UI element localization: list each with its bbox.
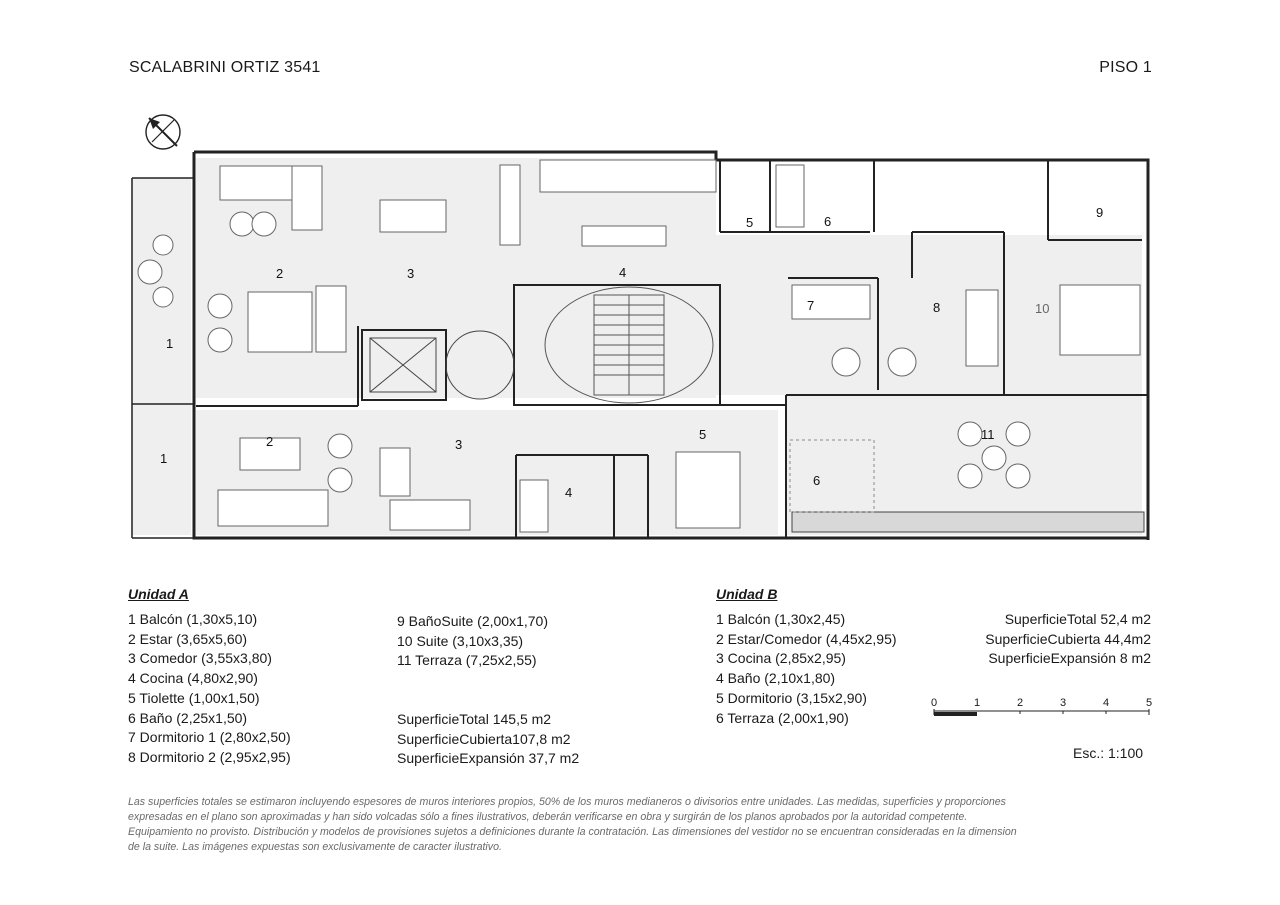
room-entry: 5 Tiolette (1,00x1,50) bbox=[128, 689, 260, 706]
room-entry: 2 Estar (3,65x5,60) bbox=[128, 630, 248, 647]
room-number: 6 bbox=[813, 473, 821, 488]
room-number: 10 bbox=[1035, 301, 1050, 316]
unit-a-rooms-col2 bbox=[397, 612, 548, 671]
scale-label: Esc.: 1:100 bbox=[1073, 745, 1144, 761]
unit-a-title: Unidad A bbox=[128, 586, 189, 602]
room-entry: 1 Balcón (1,30x2,45) bbox=[716, 611, 846, 627]
room-entry: 6 Baño (2,25x1,50) bbox=[128, 709, 248, 726]
room-number: 7 bbox=[807, 298, 815, 313]
room-number: 3 bbox=[407, 266, 415, 281]
room-entry: 6 Terraza (2,00x1,90) bbox=[716, 709, 849, 726]
surface-entry: SuperficieCubierta107,8 m2 bbox=[397, 730, 571, 747]
room-number: 2 bbox=[266, 434, 274, 449]
room-entry: 11 Terraza (7,25x2,55) bbox=[397, 652, 537, 669]
surface-entry: SuperficieTotal 145,5 m2 bbox=[397, 711, 552, 727]
scale-tick-label: 3 bbox=[1059, 697, 1067, 709]
room-number: 11 bbox=[981, 427, 995, 442]
scale-tick-label: 5 bbox=[1145, 697, 1153, 709]
room-number: 8 bbox=[933, 300, 941, 315]
room-entry: 4 Cocina (4,80x2,90) bbox=[128, 670, 258, 687]
surface-entry: SuperficieTotal 52,4 m2 bbox=[1004, 611, 1151, 627]
project-title: SCALABRINI ORTIZ 3541 bbox=[129, 59, 321, 76]
planter bbox=[792, 512, 1144, 532]
scale-tick-label: 0 bbox=[930, 697, 938, 709]
room-entry: 2 Estar/Comedor (4,45x2,95) bbox=[716, 630, 897, 647]
room-entry: 5 Dormitorio (3,15x2,90) bbox=[716, 689, 867, 706]
room-number: 3 bbox=[455, 437, 463, 452]
unit-a-rooms-col1 bbox=[128, 610, 291, 768]
room-entry: 7 Dormitorio 1 (2,80x2,50) bbox=[128, 729, 291, 746]
room-entry: 3 Cocina (2,85x2,95) bbox=[716, 650, 846, 667]
room-entry: 1 Balcón (1,30x5,10) bbox=[128, 611, 258, 627]
room-entry: 9 BañoSuite (2,00x1,70) bbox=[397, 613, 548, 629]
room-number: 6 bbox=[824, 214, 832, 229]
room-number: 1 bbox=[160, 451, 168, 466]
room-entry: 8 Dormitorio 2 (2,95x2,95) bbox=[128, 748, 291, 765]
unit-b-title: Unidad B bbox=[716, 586, 778, 602]
scale-tick-label: 4 bbox=[1102, 697, 1110, 709]
room-number: 5 bbox=[699, 427, 707, 442]
room-number: 2 bbox=[276, 266, 284, 281]
room-number: 9 bbox=[1096, 205, 1104, 220]
scale-bar-graphic bbox=[930, 709, 1152, 719]
scale-tick-label: 1 bbox=[973, 697, 981, 709]
unit-a-surfaces bbox=[397, 710, 579, 769]
north-arrow-icon bbox=[146, 115, 180, 149]
room-entry: 3 Comedor (3,55x3,80) bbox=[128, 650, 272, 667]
room-number: 1 bbox=[166, 336, 174, 351]
surface-entry: SuperficieExpansión 37,7 m2 bbox=[397, 750, 580, 767]
room-number: 4 bbox=[619, 265, 627, 280]
scale-bar bbox=[930, 697, 1152, 721]
unit-b-surfaces bbox=[985, 610, 1151, 669]
disclaimer-text: Las superficies totales se estimaron incluyendo espesores de muros interiores propios, 50% de los muros medianeros o divisorios entre unidades. Las medidas, superficies y proporciones expresadas en el plano son aproximadas y han sido volcadas sólo a fines ilustrativos, deberán verificarse en obra y surgirán de los planos aprobados por la autoridad competente. Equipamiento no provisto. Distribución y modelos de provisiones sujetos a definiciones durante la contratación. Las dimensiones del vestidor no se encuentran consideradas en la dimension de la suite. Las imágenes expuestas son exclusivamente de caracter ilustrativo. bbox=[128, 796, 1017, 853]
surface-entry: SuperficieExpansión 8 m2 bbox=[988, 650, 1151, 667]
floor-label: PISO 1 bbox=[1099, 59, 1152, 76]
surface-entry: SuperficieCubierta 44,4m2 bbox=[985, 630, 1151, 647]
room-entry: 10 Suite (3,10x3,35) bbox=[397, 632, 524, 649]
room-number: 5 bbox=[746, 215, 754, 230]
scale-tick-label: 2 bbox=[1016, 697, 1024, 709]
room-entry: 4 Baño (2,10x1,80) bbox=[716, 670, 836, 687]
unit-b-rooms bbox=[716, 610, 897, 728]
room-number: 4 bbox=[565, 485, 573, 500]
